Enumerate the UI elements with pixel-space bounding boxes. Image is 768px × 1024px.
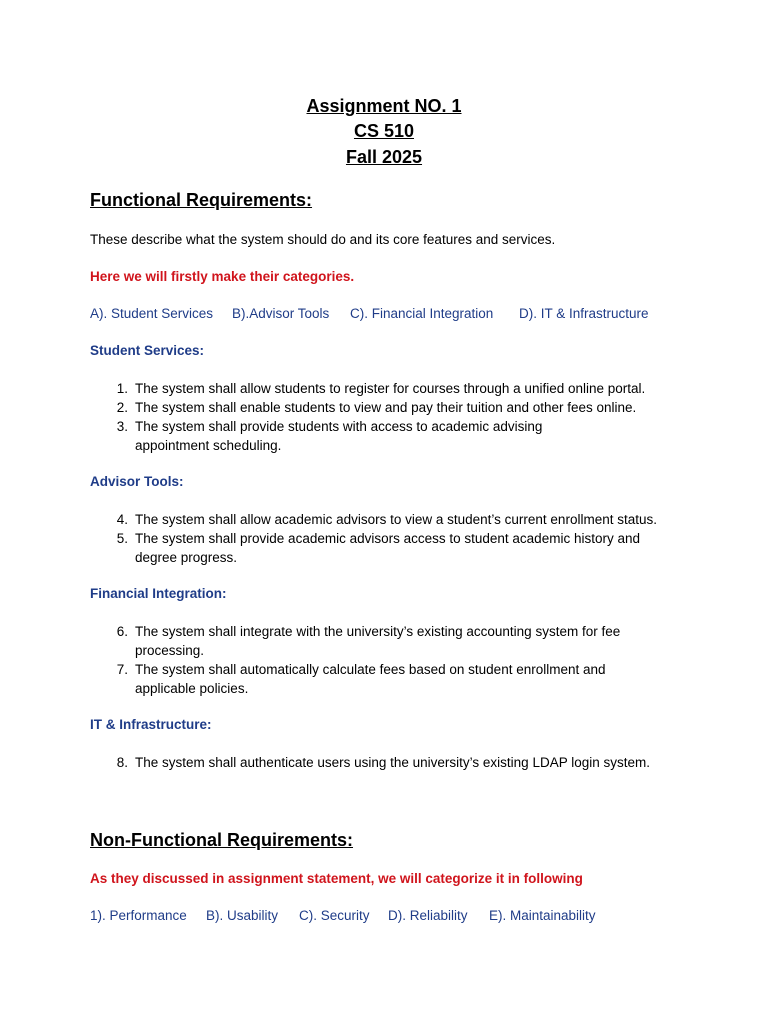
list-item	[90, 660, 680, 698]
list-item	[90, 753, 680, 772]
item-text: The system shall automatically calculate fees based on student enrollment and applicable policies.	[135, 662, 606, 696]
list-item	[90, 379, 680, 398]
functional-intro: These describe what the system should do and its core features and services.	[90, 232, 556, 247]
nonfunctional-heading: Non-Functional Requirements:	[90, 830, 354, 850]
category-reliability: D). Reliability	[388, 908, 468, 923]
item-text: The system shall allow students to register for courses through a unified online portal.	[135, 381, 646, 396]
item-number: 8 .	[112, 753, 128, 772]
list-item	[90, 417, 680, 455]
category-financial-integration: C). Financial Integration	[350, 306, 494, 321]
item-number: 2 .	[112, 398, 128, 417]
item-text: The system shall integrate with the university’s existing accounting system for fee processing.	[135, 624, 621, 658]
item-text: The system shall provide academic advisors access to student academic history and degree progress.	[135, 531, 640, 565]
category-advisor-tools: B).Advisor Tools	[232, 306, 330, 321]
item-number: 5 .	[112, 529, 128, 548]
advisor-tools-list	[90, 510, 680, 567]
list-item	[90, 398, 680, 417]
item-number: 1 .	[112, 379, 128, 398]
functional-heading: Functional Requirements:	[90, 190, 313, 210]
list-item	[90, 510, 680, 529]
category-performance: 1). Performance	[90, 908, 187, 923]
item-number: 6 .	[112, 622, 128, 641]
item-number: 7 .	[112, 660, 128, 679]
section-title-financial-integration: Financial Integration:	[90, 586, 227, 601]
category-usability: B). Usability	[206, 908, 279, 923]
nonfunctional-categories	[90, 907, 596, 925]
list-item	[90, 529, 680, 567]
categories-note: Here we will firstly make their categories.	[90, 269, 355, 284]
student-services-list	[90, 379, 680, 455]
list-item	[90, 622, 680, 660]
nonfunctional-note: As they discussed in assignment statement, we will categorize it in following	[90, 871, 583, 886]
item-number: 4 .	[112, 510, 128, 529]
category-it-infrastructure: D). IT & Infrastructure	[519, 306, 649, 321]
financial-integration-list	[90, 622, 680, 698]
item-text: The system shall provide students with access to academic advising appointment scheduling.	[135, 419, 543, 453]
category-maintainability: E). Maintainability	[489, 908, 596, 923]
item-text: The system shall authenticate users using the university’s existing LDAP login system.	[135, 755, 650, 770]
item-text: The system shall enable students to view and pay their tuition and other fees online.	[135, 400, 637, 415]
category-student-services: A). Student Services	[90, 306, 214, 321]
it-infrastructure-list	[90, 753, 680, 772]
term: Fall 2025	[345, 147, 423, 167]
assignment-title: Assignment NO. 1	[306, 96, 462, 116]
course-code: CS 510	[353, 121, 415, 141]
section-title-advisor-tools: Advisor Tools:	[90, 474, 184, 489]
item-text: The system shall allow academic advisors to view a student’s current enrollment status.	[135, 512, 657, 527]
category-security: C). Security	[299, 908, 370, 923]
section-title-it-infrastructure: IT & Infrastructure:	[90, 717, 212, 732]
section-title-student-services: Student Services:	[90, 343, 205, 358]
item-number: 3 .	[112, 417, 128, 436]
functional-categories	[90, 305, 649, 323]
